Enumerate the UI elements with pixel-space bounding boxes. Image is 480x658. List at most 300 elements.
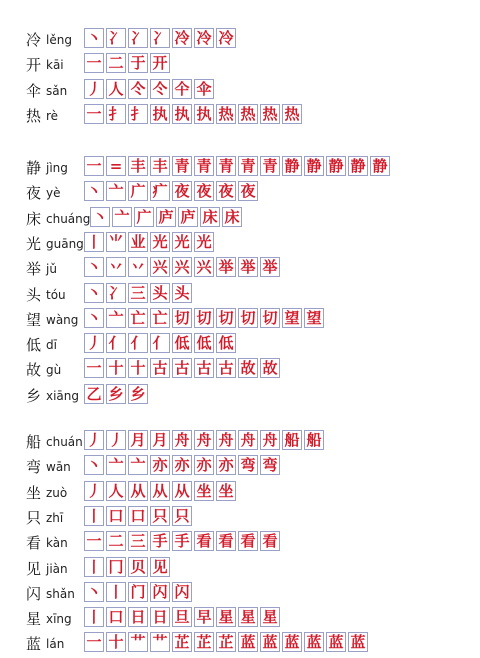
stroke-step: 十 <box>108 633 124 652</box>
stroke-cell <box>260 455 280 475</box>
stroke-step: 艹 <box>130 633 146 652</box>
stroke-cell <box>194 607 214 627</box>
character-row <box>0 283 480 309</box>
stroke-step: 丨 <box>86 608 102 627</box>
stroke-order-grid <box>84 232 216 252</box>
hanzi-character: 夜 <box>26 184 42 203</box>
stroke-step: 日 <box>152 608 168 627</box>
stroke-cell <box>150 53 170 73</box>
stroke-cell <box>128 257 148 277</box>
stroke-order-grid <box>84 308 326 328</box>
stroke-step: ⺌ <box>108 232 124 251</box>
stroke-cell <box>128 28 148 48</box>
stroke-cell <box>194 232 214 252</box>
stroke-cell <box>172 156 192 176</box>
stroke-step: 古 <box>196 359 212 378</box>
stroke-cell <box>84 481 104 501</box>
stroke-step: 亡 <box>130 308 146 327</box>
stroke-cell <box>216 308 236 328</box>
stroke-cell <box>172 455 192 475</box>
stroke-step: 亠 <box>108 456 124 475</box>
stroke-step: 从 <box>130 481 146 500</box>
stroke-step: 夜 <box>174 182 190 201</box>
stroke-cell <box>156 207 176 227</box>
stroke-cell <box>304 156 324 176</box>
stroke-cell <box>106 257 126 277</box>
character-row <box>0 79 480 105</box>
stroke-step: 蓝 <box>328 633 344 652</box>
stroke-order-grid <box>84 506 194 526</box>
stroke-step: 亠 <box>108 308 124 327</box>
stroke-step: 舟 <box>262 431 278 449</box>
stroke-step: 冷 <box>218 29 234 47</box>
stroke-step: 星 <box>262 608 278 627</box>
stroke-step: 亦 <box>152 456 168 475</box>
stroke-cell <box>128 430 148 450</box>
stroke-order-grid <box>84 557 172 577</box>
stroke-order-grid <box>90 207 244 227</box>
stroke-cell <box>194 181 214 201</box>
hanzi-character: 只 <box>26 508 42 527</box>
character-row <box>0 104 480 130</box>
stroke-cell <box>194 79 214 99</box>
stroke-cell <box>304 632 324 652</box>
hanzi-character: 星 <box>26 610 42 629</box>
stroke-step: 蓝 <box>350 633 366 652</box>
character-row <box>0 53 480 79</box>
stroke-step: 亻 <box>152 334 168 353</box>
stroke-cell <box>172 531 192 551</box>
stroke-step: 一 <box>86 157 102 175</box>
stroke-step: 弯 <box>240 456 256 475</box>
stroke-step: 举 <box>262 258 278 277</box>
stroke-cell <box>90 207 110 227</box>
stroke-cell <box>172 308 192 328</box>
stroke-cell <box>106 607 126 627</box>
stroke-step: 只 <box>152 506 168 525</box>
stroke-cell <box>106 632 126 652</box>
stroke-step: 头 <box>174 283 190 302</box>
hanzi-character: 坐 <box>26 483 42 502</box>
stroke-cell <box>260 156 280 176</box>
stroke-cell <box>238 156 258 176</box>
stroke-cell <box>304 308 324 328</box>
stroke-cell <box>238 257 258 277</box>
hanzi-character: 蓝 <box>26 635 42 654</box>
stroke-cell <box>106 333 126 353</box>
stroke-step: 亻 <box>108 334 124 353</box>
stroke-cell <box>84 430 104 450</box>
stroke-order-grid <box>84 156 392 176</box>
stroke-cell <box>282 308 302 328</box>
stroke-cell <box>260 430 280 450</box>
stroke-cell <box>128 481 148 501</box>
stroke-step: 亦 <box>174 456 190 475</box>
stroke-cell <box>150 455 170 475</box>
stroke-cell <box>172 430 192 450</box>
stroke-cell <box>128 384 148 404</box>
stroke-cell <box>150 506 170 526</box>
stroke-step: 热 <box>240 104 256 123</box>
stroke-order-grid <box>84 531 282 551</box>
stroke-cell <box>238 358 258 378</box>
stroke-cell <box>238 632 258 652</box>
hanzi-character: 床 <box>26 209 42 228</box>
stroke-cell <box>128 455 148 475</box>
stroke-step: 光 <box>174 232 190 251</box>
stroke-cell <box>216 358 236 378</box>
stroke-step: 舟 <box>196 431 212 449</box>
stroke-step: 青 <box>240 157 256 175</box>
stroke-step: 二 <box>108 532 124 551</box>
stroke-cell <box>194 430 214 450</box>
stroke-step: 青 <box>196 157 212 175</box>
stroke-step: 静 <box>328 157 344 175</box>
hanzi-character: 见 <box>26 559 42 578</box>
stroke-step: 丷 <box>108 258 124 277</box>
stroke-cell <box>128 53 148 73</box>
stroke-step: 切 <box>262 308 278 327</box>
stroke-cell <box>216 104 236 124</box>
stroke-cell <box>326 156 346 176</box>
stroke-cell <box>260 104 280 124</box>
hanzi-character: 头 <box>26 285 42 304</box>
stroke-cell <box>84 333 104 353</box>
stroke-cell <box>128 607 148 627</box>
stroke-step: 兴 <box>152 258 168 277</box>
stroke-cell <box>106 156 126 176</box>
hanzi-character: 举 <box>26 260 42 279</box>
stroke-step: 故 <box>240 359 256 378</box>
stroke-step: 见 <box>152 557 168 576</box>
stroke-step: 夜 <box>240 182 256 201</box>
character-row <box>0 531 480 557</box>
stroke-step: 亻 <box>130 334 146 353</box>
stroke-cell <box>84 506 104 526</box>
stroke-cell <box>194 257 214 277</box>
stroke-cell <box>238 455 258 475</box>
stroke-step: 舟 <box>218 431 234 449</box>
stroke-step: 庐 <box>180 207 196 226</box>
stroke-cell <box>216 481 236 501</box>
stroke-cell <box>260 607 280 627</box>
stroke-cell <box>238 308 258 328</box>
stroke-cell <box>150 333 170 353</box>
stroke-cell <box>128 104 148 124</box>
stroke-step: 切 <box>174 308 190 327</box>
stroke-step: 冫 <box>108 29 124 47</box>
stroke-cell <box>238 181 258 201</box>
character-row <box>0 207 480 233</box>
stroke-cell <box>216 28 236 48</box>
stroke-step: 星 <box>240 608 256 627</box>
stroke-cell <box>150 430 170 450</box>
stroke-step: 疒 <box>152 182 168 201</box>
stroke-cell <box>178 207 198 227</box>
character-row <box>0 232 480 258</box>
stroke-step: 切 <box>196 308 212 327</box>
stroke-cell <box>238 104 258 124</box>
stroke-step: 冫 <box>152 29 168 47</box>
stroke-step: 三 <box>130 532 146 551</box>
stroke-step: 古 <box>174 359 190 378</box>
stroke-cell <box>106 308 126 328</box>
stroke-cell <box>238 430 258 450</box>
stroke-cell <box>216 607 236 627</box>
stroke-cell <box>106 358 126 378</box>
stroke-cell <box>84 384 104 404</box>
stroke-step: 口 <box>108 608 124 627</box>
stroke-step: 只 <box>174 506 190 525</box>
stroke-step: 日 <box>130 608 146 627</box>
stroke-cell <box>150 104 170 124</box>
stroke-step: 伞 <box>196 79 212 98</box>
stroke-cell <box>172 333 192 353</box>
character-row <box>0 28 480 54</box>
stroke-step: 看 <box>218 532 234 551</box>
stroke-cell <box>128 79 148 99</box>
stroke-order-grid <box>84 384 150 404</box>
stroke-step: 三 <box>130 283 146 302</box>
pinyin-label: tóu <box>46 287 66 302</box>
stroke-order-grid <box>84 607 282 627</box>
hanzi-character: 乡 <box>26 386 42 405</box>
stroke-cell <box>84 28 104 48</box>
character-row <box>0 358 480 384</box>
stroke-step: 蓝 <box>262 633 278 652</box>
stroke-step: 冷 <box>174 29 190 47</box>
stroke-cell <box>84 257 104 277</box>
stroke-cell <box>194 104 214 124</box>
stroke-step: 丶 <box>86 582 102 601</box>
stroke-cell <box>172 232 192 252</box>
pinyin-label: xīng <box>46 612 72 627</box>
stroke-step: 仐 <box>174 79 190 98</box>
hanzi-character: 低 <box>26 336 42 355</box>
stroke-step: 手 <box>174 532 190 551</box>
stroke-cell <box>150 283 170 303</box>
hanzi-character: 船 <box>26 433 42 451</box>
stroke-cell <box>172 607 192 627</box>
stroke-cell <box>84 607 104 627</box>
pinyin-label: zuò <box>46 485 68 500</box>
stroke-step: 十 <box>108 359 124 378</box>
stroke-cell <box>134 207 154 227</box>
stroke-cell <box>150 308 170 328</box>
hanzi-character: 弯 <box>26 458 42 477</box>
stroke-step: 二 <box>108 54 124 73</box>
stroke-step: 望 <box>284 308 300 327</box>
stroke-cell <box>172 283 192 303</box>
stroke-step: 月 <box>152 431 168 449</box>
stroke-step: 执 <box>152 104 168 123</box>
stroke-step: 丿 <box>86 431 102 449</box>
stroke-cell <box>84 283 104 303</box>
stroke-step: 执 <box>196 104 212 123</box>
hanzi-character: 热 <box>26 106 42 125</box>
stroke-step: 低 <box>218 334 234 353</box>
stroke-step: 仒 <box>130 79 146 98</box>
stroke-step: 丿 <box>86 334 102 353</box>
pinyin-label: xiāng <box>46 388 80 403</box>
stroke-step: 丨 <box>86 232 102 251</box>
character-row <box>0 557 480 583</box>
stroke-cell <box>194 455 214 475</box>
character-row <box>0 506 480 532</box>
stroke-cell <box>216 455 236 475</box>
stroke-step: 夜 <box>196 182 212 201</box>
character-row <box>0 308 480 334</box>
stroke-order-grid <box>84 53 172 73</box>
stroke-order-grid <box>84 283 194 303</box>
stroke-cell <box>106 430 126 450</box>
stroke-cell <box>172 358 192 378</box>
character-row <box>0 632 480 658</box>
character-row <box>0 607 480 633</box>
stroke-cell <box>150 79 170 99</box>
pinyin-label: chuáng <box>46 211 91 226</box>
stroke-cell <box>106 582 126 602</box>
stroke-cell <box>112 207 132 227</box>
hanzi-character: 伞 <box>26 81 42 100</box>
stroke-cell <box>84 455 104 475</box>
stroke-order-grid <box>84 257 282 277</box>
stroke-cell <box>194 358 214 378</box>
stroke-cell <box>172 257 192 277</box>
stroke-cell <box>216 531 236 551</box>
pinyin-label: zhī <box>46 510 64 525</box>
stroke-step: 看 <box>262 532 278 551</box>
stroke-cell <box>194 28 214 48</box>
stroke-step: 蓝 <box>284 633 300 652</box>
character-row <box>0 333 480 359</box>
stroke-cell <box>128 358 148 378</box>
stroke-cell <box>128 333 148 353</box>
stroke-cell <box>326 632 346 652</box>
stroke-cell <box>106 455 126 475</box>
character-row <box>0 582 480 608</box>
stroke-cell <box>282 632 302 652</box>
stroke-cell <box>106 531 126 551</box>
stroke-step: 热 <box>262 104 278 123</box>
stroke-step: 亠 <box>130 456 146 475</box>
stroke-step: 青 <box>174 157 190 175</box>
pinyin-label: sǎn <box>46 83 68 98</box>
stroke-step: 人 <box>108 79 124 98</box>
pinyin-label: jiàn <box>46 561 68 576</box>
pinyin-label: gù <box>46 363 62 378</box>
stroke-step: 业 <box>130 232 146 251</box>
stroke-cell <box>238 531 258 551</box>
stroke-cell <box>128 557 148 577</box>
stroke-step: 艹 <box>152 633 168 652</box>
stroke-step: 乙 <box>86 384 102 403</box>
stroke-step: 坐 <box>196 481 212 500</box>
stroke-step: 床 <box>202 207 218 226</box>
stroke-step: 舟 <box>240 431 256 449</box>
stroke-cell <box>260 358 280 378</box>
stroke-cell <box>216 181 236 201</box>
stroke-step: 丨 <box>86 557 102 576</box>
hanzi-character: 开 <box>26 56 42 75</box>
stroke-order-grid <box>84 430 326 450</box>
hanzi-character: 闪 <box>26 584 42 603</box>
pinyin-label: rè <box>46 108 59 123</box>
stroke-cell <box>260 531 280 551</box>
stroke-step: 星 <box>218 608 234 627</box>
stroke-cell <box>150 632 170 652</box>
stroke-step: 丶 <box>92 207 108 226</box>
stroke-order-grid <box>84 333 238 353</box>
character-row <box>0 455 480 481</box>
stroke-step: 舟 <box>174 431 190 449</box>
stroke-step: 一 <box>86 54 102 73</box>
stroke-step: 丿 <box>86 79 102 98</box>
stroke-step: 光 <box>152 232 168 251</box>
stroke-cell <box>216 430 236 450</box>
stroke-step: 静 <box>350 157 366 175</box>
pinyin-label: lán <box>46 637 65 652</box>
stroke-cell <box>150 557 170 577</box>
stroke-cell <box>128 582 148 602</box>
stroke-step: 故 <box>262 359 278 378</box>
pinyin-label: shǎn <box>46 586 75 601</box>
stroke-step: 丶 <box>86 283 102 302</box>
stroke-cell <box>128 308 148 328</box>
stroke-cell <box>128 181 148 201</box>
stroke-cell <box>172 481 192 501</box>
stroke-cell <box>282 156 302 176</box>
character-row <box>0 181 480 207</box>
stroke-step: 切 <box>218 308 234 327</box>
stroke-step: 床 <box>224 207 240 226</box>
stroke-step: 兴 <box>174 258 190 277</box>
pinyin-label: guāng <box>46 236 84 251</box>
stroke-step: 开 <box>152 54 168 73</box>
stroke-cell <box>282 104 302 124</box>
stroke-cell <box>84 582 104 602</box>
stroke-step: 门 <box>130 582 146 601</box>
stroke-cell <box>150 582 170 602</box>
stroke-cell <box>348 156 368 176</box>
stroke-step: 古 <box>152 359 168 378</box>
stroke-step: 庐 <box>158 207 174 226</box>
stroke-cell <box>172 104 192 124</box>
pinyin-label: chuán <box>46 435 83 449</box>
stroke-step: 人 <box>108 481 124 500</box>
stroke-cell <box>222 207 242 227</box>
stroke-cell <box>216 156 236 176</box>
stroke-step: 丿 <box>108 431 124 449</box>
stroke-cell <box>106 181 126 201</box>
stroke-step: 兴 <box>196 258 212 277</box>
stroke-step: 举 <box>240 258 256 277</box>
stroke-cell <box>172 181 192 201</box>
stroke-step: 从 <box>152 481 168 500</box>
stroke-order-grid <box>84 455 282 475</box>
stroke-cell <box>260 308 280 328</box>
stroke-step: 弯 <box>262 456 278 475</box>
stroke-step: 芷 <box>196 633 212 652</box>
stroke-step: 丨 <box>86 506 102 525</box>
stroke-step: 丿 <box>86 481 102 500</box>
stroke-cell <box>106 481 126 501</box>
stroke-step: 青 <box>262 157 278 175</box>
stroke-step: 蓝 <box>240 633 256 652</box>
stroke-step: 扌 <box>108 104 124 123</box>
character-row <box>0 257 480 283</box>
stroke-cell <box>348 632 368 652</box>
